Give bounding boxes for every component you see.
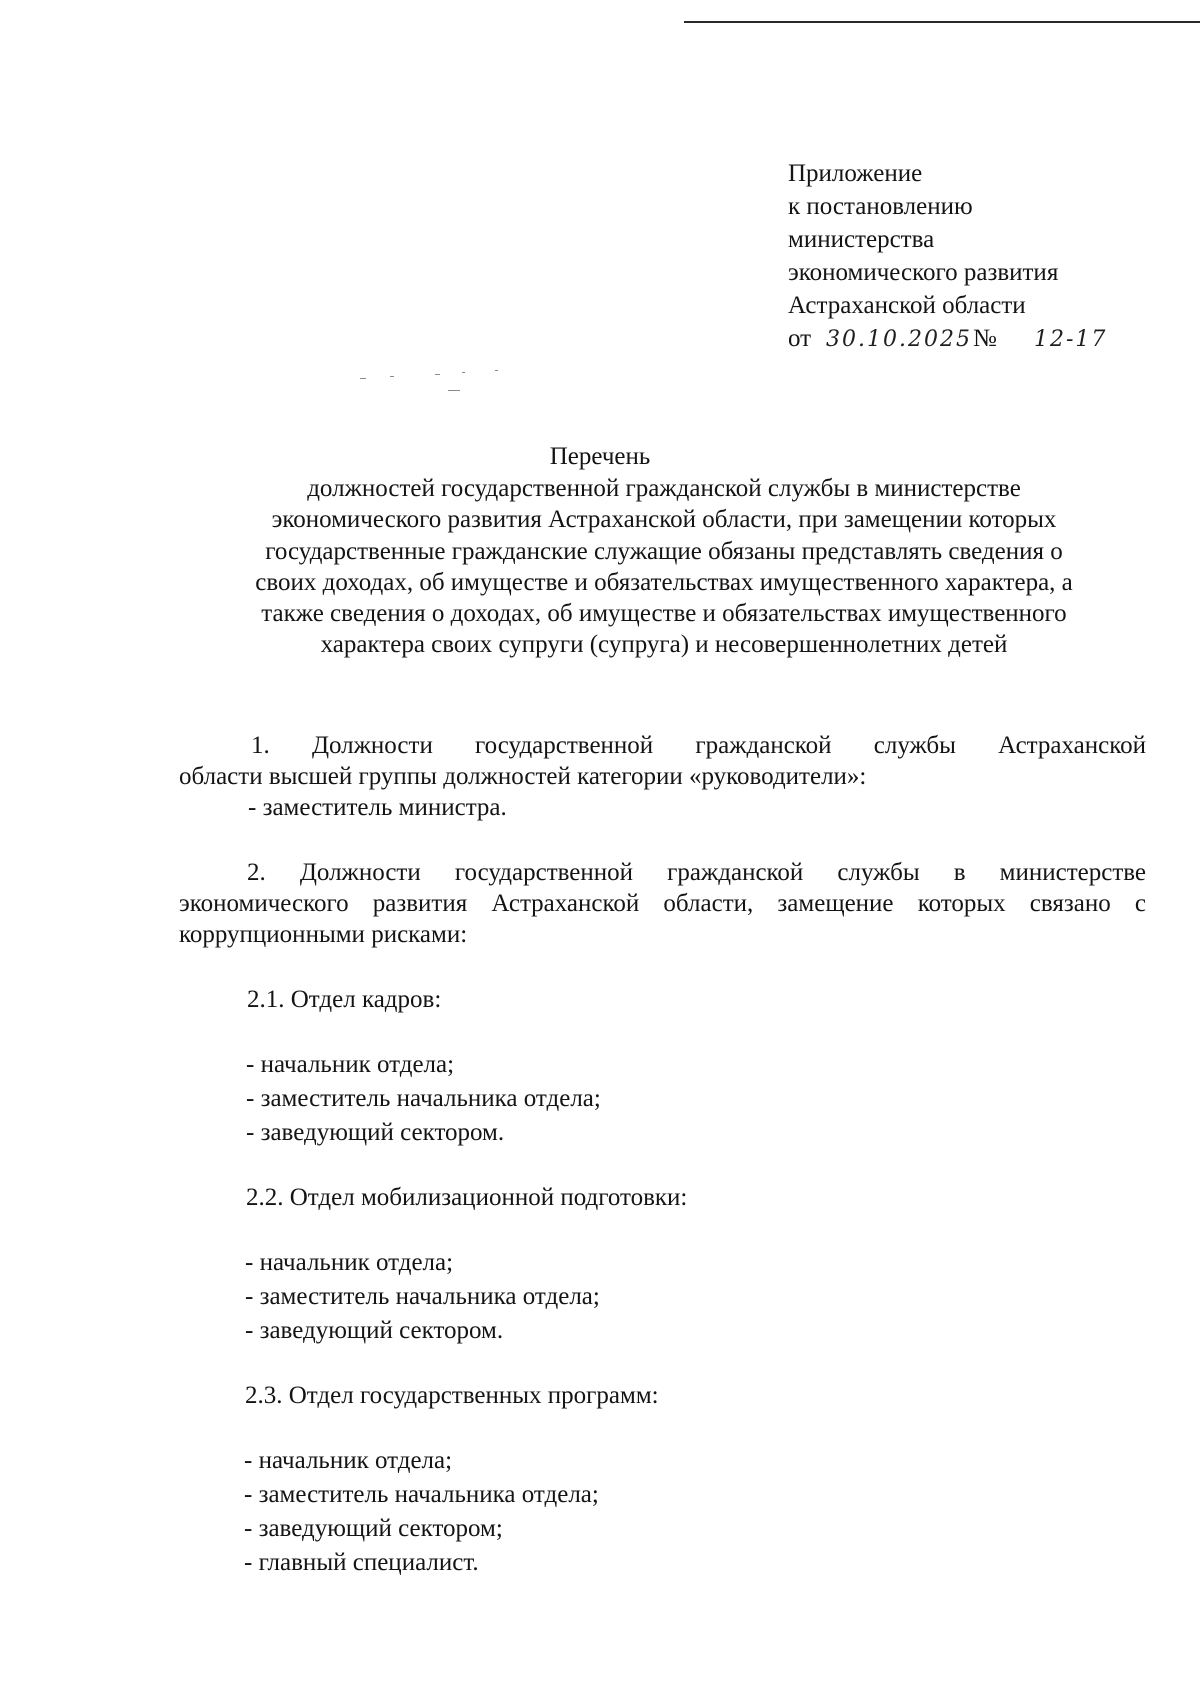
subtitle-line: экономического развития Астраханской области, при замещении которых (271, 506, 1057, 534)
subtitle-line: должностей государственной гражданской службы в министерстве (307, 475, 1021, 502)
list-item: - заведующий сектором; (244, 1515, 503, 1542)
annex-reference (788, 322, 1108, 355)
subsection-2-1-heading: 2.1. Отдел кадров: (247, 986, 442, 1013)
annex-line: к постановлению (788, 193, 973, 220)
list-item: - начальник отдела; (246, 1051, 455, 1078)
subsection-2-3-heading: 2.3. Отдел государственных программ: (245, 1382, 659, 1409)
section-2-line-3: коррупционными рисками: (179, 921, 468, 948)
list-item: - заместитель начальника отдела; (245, 1283, 600, 1310)
section-1 (179, 730, 1146, 792)
annex-block (788, 157, 1108, 355)
subsection-2-2-heading: 2.2. Отдел мобилизационной подготовки: (246, 1184, 688, 1211)
from-label: от (788, 325, 812, 352)
list-item: - заместитель начальника отдела; (244, 1481, 599, 1508)
annex-line: экономического развития (788, 259, 1059, 286)
subsection-2-1-list (246, 1048, 601, 1150)
handwritten-number: 12-17 (1034, 327, 1108, 352)
scan-top-line (684, 21, 1200, 23)
list-item: - заведующий сектором. (246, 1119, 505, 1146)
section-1-line-2: области высшей группы должностей категории «руководители»: (179, 763, 867, 790)
section-1-line-1: 1. Должности государственной гражданской службы Астраханской (251, 732, 1146, 759)
list-item: - начальник отдела; (245, 1249, 454, 1276)
section-2-line-2: экономического развития Астраханской области, замещение которых связано с (179, 890, 1146, 917)
list-item: - главный специалист. (244, 1549, 479, 1576)
subsection-2-3-list (244, 1444, 599, 1580)
document-subtitle (180, 473, 1148, 661)
section-1-item: - заместитель министра. (248, 794, 507, 821)
section-2-line-1: 2. Должности государственной гражданской службы в министерстве (247, 859, 1146, 886)
document-title: Перечень (549, 443, 651, 470)
annex-line: Приложение (788, 160, 923, 187)
list-item: - заведующий сектором. (245, 1317, 504, 1344)
handwritten-date: 30.10.2025 (826, 327, 972, 352)
annex-line: Астраханской области (788, 292, 1026, 319)
number-label: № (973, 325, 997, 352)
subtitle-line: государственные гражданские служащие обязаны представлять сведения о (265, 537, 1063, 565)
list-item: - начальник отдела; (244, 1447, 453, 1474)
subtitle-line: своих доходах, об имуществе и обязательствах имущественного характера, а (255, 568, 1073, 596)
list-item: - заместитель начальника отдела; (246, 1085, 601, 1112)
annex-line: министерства (788, 226, 935, 253)
subtitle-line: характера своих супруги (супруга) и несовершеннолетних детей (320, 631, 1008, 659)
subsection-2-2-list (245, 1246, 600, 1348)
section-2 (179, 857, 1146, 950)
subtitle-line: также сведения о доходах, об имуществе и обязательствах имущественного (261, 600, 1067, 628)
